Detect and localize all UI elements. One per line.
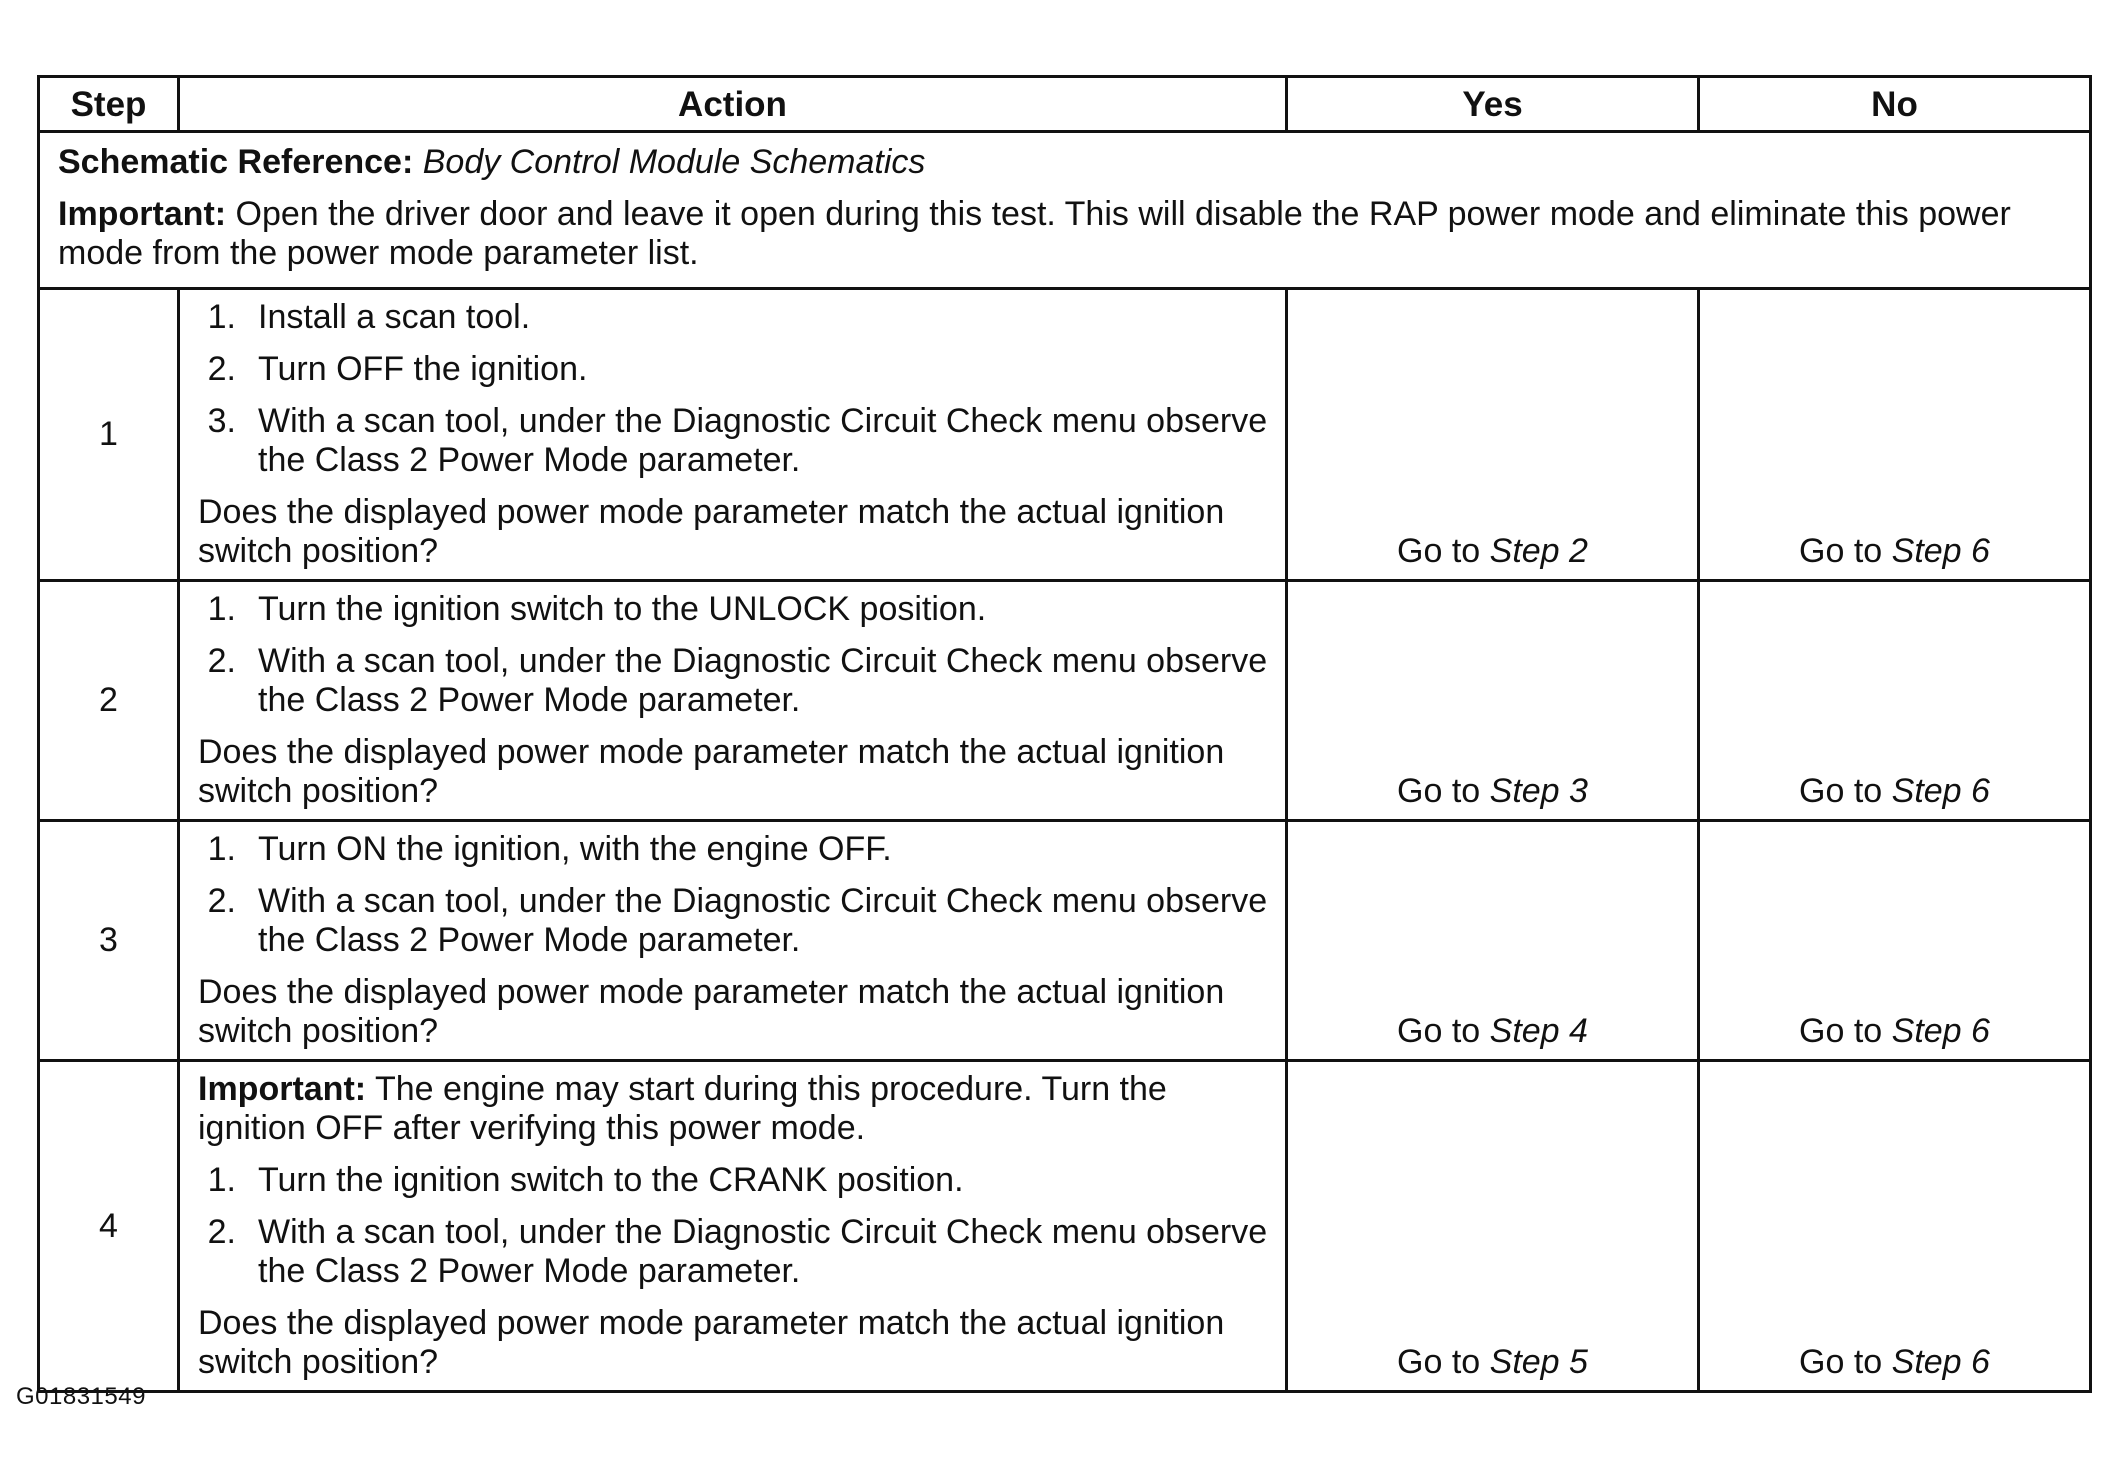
yes-step-link: Step 4 <box>1489 1012 1588 1050</box>
instruction-number: 3. <box>207 402 236 440</box>
no-result <box>1699 1061 2091 1392</box>
no-result <box>1699 289 2091 581</box>
step-row <box>39 581 2091 821</box>
step-instructions <box>198 298 1271 480</box>
step-number: 2 <box>39 581 179 821</box>
instruction-text: Install a scan tool. <box>258 298 531 336</box>
instruction-text: With a scan tool, under the Diagnostic Circuit Check menu observe the Class 2 Power Mode parameter. <box>258 1213 1268 1290</box>
yes-result <box>1287 821 1699 1061</box>
instruction-number: 1. <box>207 590 236 628</box>
no-step-link: Step 6 <box>1891 1012 1990 1050</box>
step-question: Does the displayed power mode parameter match the actual ignition switch position? <box>198 973 1225 1050</box>
yes-step-link: Step 3 <box>1489 772 1588 810</box>
step-important-note <box>198 1070 1271 1148</box>
instruction-item <box>198 1161 1271 1200</box>
important-label: Important: <box>58 195 227 233</box>
important-text: Open the driver door and leave it open during this test. This will disable the RAP power mode and eliminate this power mode from the power mode parameter list. <box>58 195 2011 272</box>
step-row <box>39 821 2091 1061</box>
step-number: 4 <box>39 1061 179 1392</box>
instruction-item <box>198 350 1271 389</box>
no-prefix: Go to <box>1799 772 1892 810</box>
instruction-item <box>198 1213 1271 1291</box>
no-prefix: Go to <box>1799 1012 1892 1050</box>
instruction-item <box>198 402 1271 480</box>
step-instructions <box>198 1161 1271 1291</box>
header-row <box>39 77 2091 132</box>
instruction-item <box>198 298 1271 337</box>
yes-result <box>1287 289 1699 581</box>
reference-row <box>39 132 2091 289</box>
step-question: Does the displayed power mode parameter match the actual ignition switch position? <box>198 733 1225 810</box>
instruction-text: With a scan tool, under the Diagnostic Circuit Check menu observe the Class 2 Power Mode parameter. <box>258 402 1268 479</box>
step-action <box>179 581 1287 821</box>
step-number: 1 <box>39 289 179 581</box>
instruction-number: 1. <box>207 1161 236 1199</box>
no-prefix: Go to <box>1799 532 1892 570</box>
step-action <box>179 821 1287 1061</box>
instruction-number: 2. <box>207 642 236 680</box>
yes-prefix: Go to <box>1397 532 1490 570</box>
schematic-reference-value: Body Control Module Schematics <box>422 143 926 181</box>
step-instructions <box>198 590 1271 720</box>
step-row <box>39 1061 2091 1392</box>
header-step: Step <box>39 77 179 132</box>
no-result <box>1699 581 2091 821</box>
step-important-label: Important: <box>198 1070 367 1108</box>
instruction-text: Turn the ignition switch to the CRANK position. <box>258 1161 964 1199</box>
instruction-text: Turn OFF the ignition. <box>258 350 588 388</box>
no-result <box>1699 821 2091 1061</box>
instruction-number: 2. <box>207 1213 236 1251</box>
step-question: Does the displayed power mode parameter match the actual ignition switch position? <box>198 1304 1225 1381</box>
step-instructions <box>198 830 1271 960</box>
yes-result <box>1287 581 1699 821</box>
no-step-link: Step 6 <box>1891 772 1990 810</box>
step-important-text: The engine may start during this procedure. Turn the ignition OFF after verifying this power mode. <box>198 1070 1167 1147</box>
yes-prefix: Go to <box>1397 772 1490 810</box>
yes-step-link: Step 5 <box>1489 1343 1588 1381</box>
instruction-number: 2. <box>207 882 236 920</box>
reference-cell <box>39 132 2091 289</box>
instruction-text: Turn ON the ignition, with the engine OFF. <box>258 830 892 868</box>
instruction-number: 1. <box>207 298 236 336</box>
no-step-link: Step 6 <box>1891 1343 1990 1381</box>
step-question: Does the displayed power mode parameter match the actual ignition switch position? <box>198 493 1225 570</box>
header-no: No <box>1699 77 2091 132</box>
yes-prefix: Go to <box>1397 1012 1490 1050</box>
instruction-text: Turn the ignition switch to the UNLOCK position. <box>258 590 987 628</box>
no-step-link: Step 6 <box>1891 532 1990 570</box>
no-prefix: Go to <box>1799 1343 1892 1381</box>
diagnostic-table <box>37 75 2092 1393</box>
instruction-item <box>198 590 1271 629</box>
step-number: 3 <box>39 821 179 1061</box>
step-row <box>39 289 2091 581</box>
instruction-item <box>198 830 1271 869</box>
important-note <box>58 195 2071 273</box>
header-yes: Yes <box>1287 77 1699 132</box>
yes-step-link: Step 2 <box>1489 532 1588 570</box>
step-action <box>179 289 1287 581</box>
schematic-reference <box>58 143 2071 182</box>
figure-id: G01831549 <box>16 1383 146 1410</box>
instruction-number: 2. <box>207 350 236 388</box>
instruction-text: With a scan tool, under the Diagnostic Circuit Check menu observe the Class 2 Power Mode parameter. <box>258 642 1268 719</box>
header-action: Action <box>179 77 1287 132</box>
instruction-text: With a scan tool, under the Diagnostic Circuit Check menu observe the Class 2 Power Mode parameter. <box>258 882 1268 959</box>
instruction-number: 1. <box>207 830 236 868</box>
yes-prefix: Go to <box>1397 1343 1490 1381</box>
instruction-item <box>198 642 1271 720</box>
step-action <box>179 1061 1287 1392</box>
yes-result <box>1287 1061 1699 1392</box>
schematic-reference-label: Schematic Reference: <box>58 143 414 181</box>
instruction-item <box>198 882 1271 960</box>
